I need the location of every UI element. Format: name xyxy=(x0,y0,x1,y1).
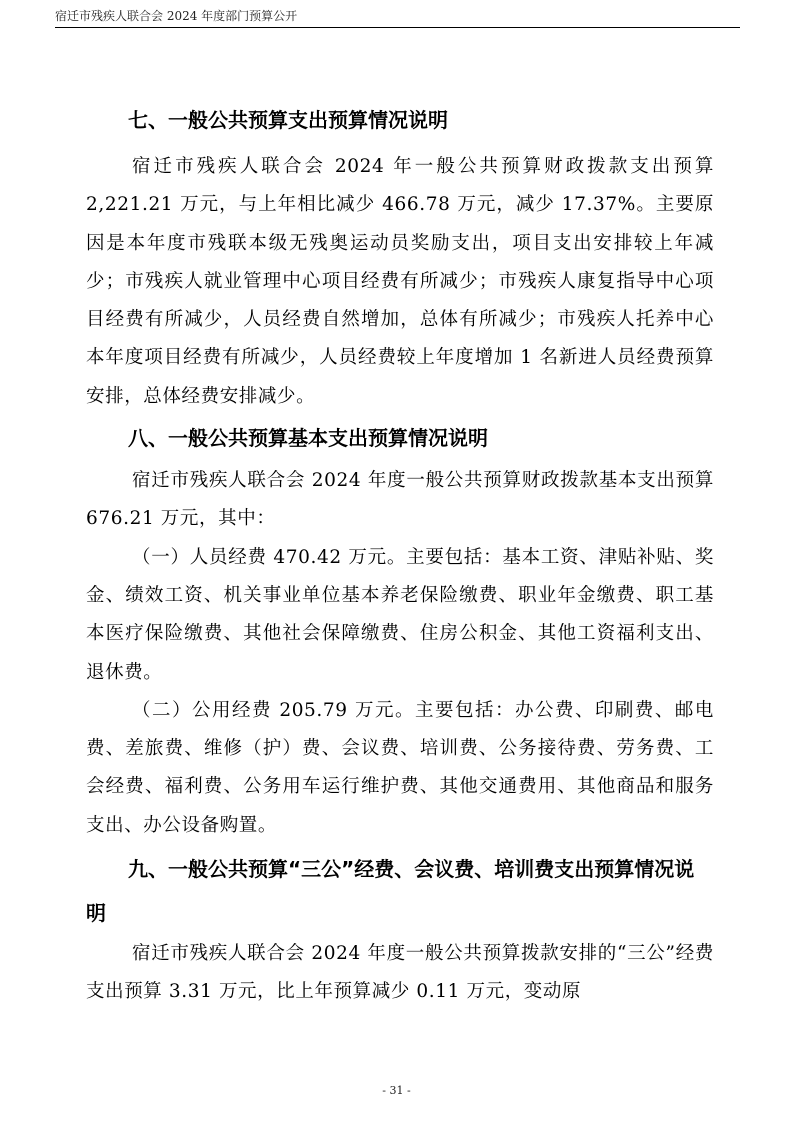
section-8-paragraph-1: 宿迁市残疾人联合会 2024 年度一般公共预算财政拨款基本支出预算 676.21 万元，其中： xyxy=(86,470,714,530)
section-9-paragraph-1: 宿迁市残疾人联合会 2024 年度一般公共预算拨款安排的“三公”经费支出预算 3.31 万元，比上年预算减少 0.11 万元，变动原 xyxy=(86,943,714,1003)
document-body xyxy=(86,98,714,1012)
section-7-paragraph-1: 宿迁市残疾人联合会 2024 年一般公共预算财政拨款支出预算 2,221.21 万元，与上年相比减少 466.78 万元，减少 17.37%。主要原因是本年度市残联本级无残奥运动员奖励支出，项目支出安排较上年减少；市残疾人就业管理中心项目经费有所减少；市残疾人康复指导中心项目经费有所减少，人员经费自然增加，总体有所减少；市残疾人托养中心本年度项目经费有所减少，人员经费较上年度增加 1 名新进人员经费预算安排，总体经费安排减少。 xyxy=(86,156,714,407)
header-title: 宿迁市残疾人联合会 2024 年度部门预算公开 xyxy=(55,9,298,23)
section-heading-8: 八、一般公共预算基本支出预算情况说明 xyxy=(128,426,488,451)
page-number: - 31 - xyxy=(382,1084,411,1097)
section-8-paragraph-3: （二）公用经费 205.79 万元。主要包括：办公费、印刷费、邮电费、差旅费、维修（护）费、会议费、培训费、公务接待费、劳务费、工会经费、福利费、公务用车运行维护费、其他交通费用、其他商品和服务支出、办公设备购置。 xyxy=(86,699,714,836)
section-8-paragraph-2: （一）人员经费 470.42 万元。主要包括：基本工资、津贴补贴、奖金、绩效工资、机关事业单位基本养老保险缴费、职业年金缴费、职工基本医疗保险缴费、其他社会保障缴费、住房公积金、其他工资福利支出、退休费。 xyxy=(86,546,714,683)
section-heading-7: 七、一般公共预算支出预算情况说明 xyxy=(128,108,448,132)
section-heading-9: 九、一般公共预算“三公”经费、会议费、培训费支出预算情况说明 xyxy=(86,857,695,926)
page-header xyxy=(55,6,740,28)
